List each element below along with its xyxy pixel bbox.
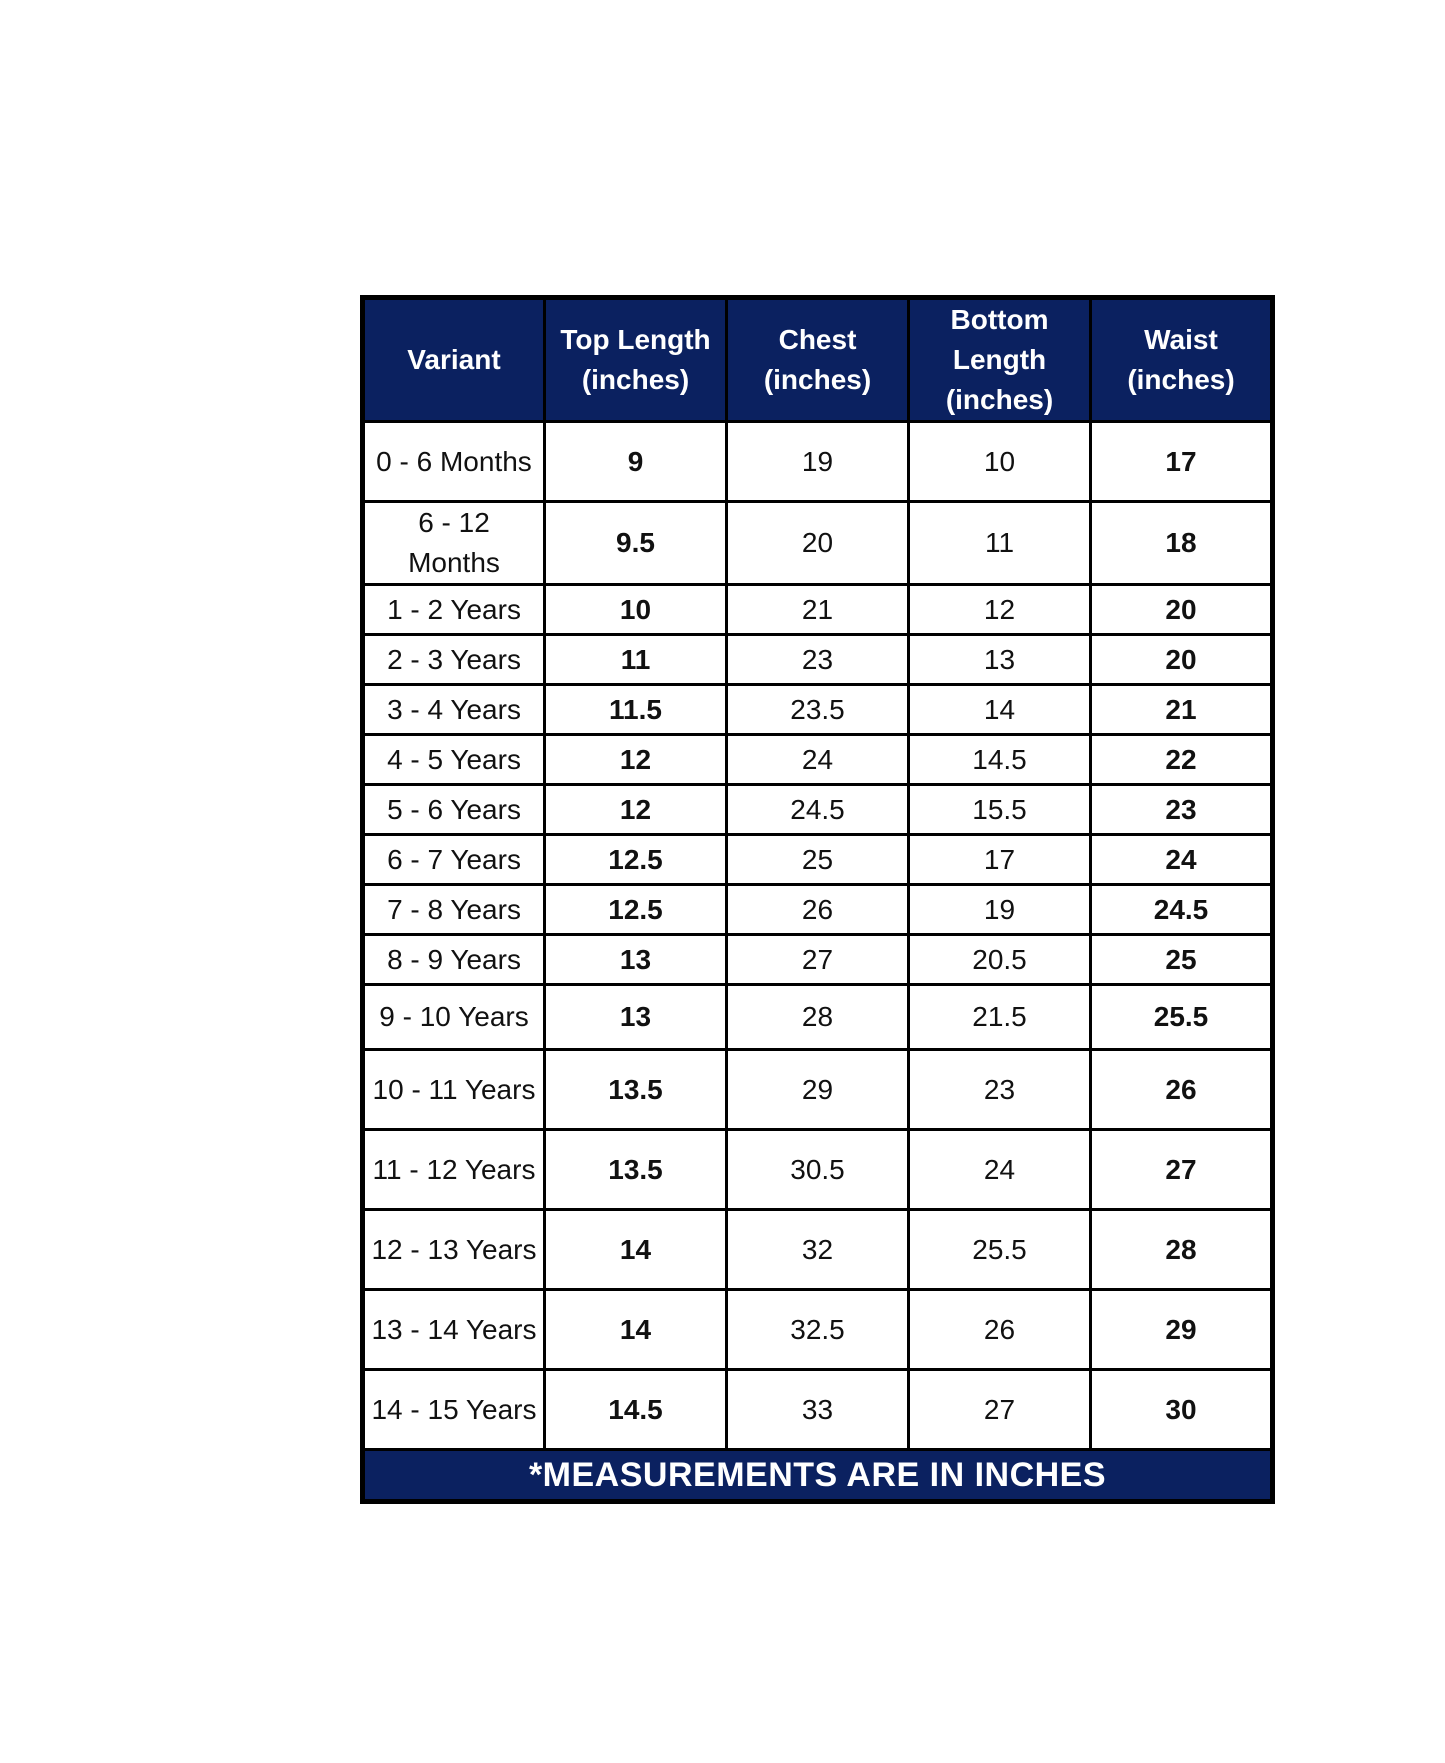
cell-variant: 14 - 15 Years: [363, 1370, 545, 1450]
cell-top-length: 12.5: [545, 885, 727, 935]
cell-top-length: 13.5: [545, 1130, 727, 1210]
cell-top-length: 12.5: [545, 835, 727, 885]
cell-variant: 6 - 7 Years: [363, 835, 545, 885]
cell-bottom-length: 24: [909, 1130, 1091, 1210]
table-row: [363, 502, 1273, 585]
table-row: [363, 422, 1273, 502]
cell-bottom-length: 14: [909, 685, 1091, 735]
header-variant: Variant: [363, 298, 545, 422]
cell-chest: 24.5: [727, 785, 909, 835]
cell-bottom-length: 11: [909, 502, 1091, 585]
table-row: [363, 785, 1273, 835]
cell-top-length: 11: [545, 635, 727, 685]
cell-variant: 9 - 10 Years: [363, 985, 545, 1050]
cell-waist: 22: [1091, 735, 1273, 785]
cell-top-length: 14: [545, 1290, 727, 1370]
cell-chest: 33: [727, 1370, 909, 1450]
cell-top-length: 13.5: [545, 1050, 727, 1130]
cell-bottom-length: 14.5: [909, 735, 1091, 785]
table-row: [363, 885, 1273, 935]
header-top-length: Top Length (inches): [545, 298, 727, 422]
cell-top-length: 9: [545, 422, 727, 502]
cell-chest: 20: [727, 502, 909, 585]
cell-waist: 25.5: [1091, 985, 1273, 1050]
cell-chest: 30.5: [727, 1130, 909, 1210]
table-row: [363, 985, 1273, 1050]
size-chart-table: [360, 295, 1275, 1504]
cell-variant: 2 - 3 Years: [363, 635, 545, 685]
table-row: [363, 685, 1273, 735]
cell-top-length: 14: [545, 1210, 727, 1290]
cell-variant: 11 - 12 Years: [363, 1130, 545, 1210]
cell-bottom-length: 17: [909, 835, 1091, 885]
cell-bottom-length: 20.5: [909, 935, 1091, 985]
cell-bottom-length: 21.5: [909, 985, 1091, 1050]
cell-top-length: 12: [545, 735, 727, 785]
cell-waist: 26: [1091, 1050, 1273, 1130]
footer-row: [363, 1450, 1273, 1502]
cell-bottom-length: 23: [909, 1050, 1091, 1130]
cell-chest: 21: [727, 585, 909, 635]
cell-waist: 20: [1091, 635, 1273, 685]
cell-bottom-length: 15.5: [909, 785, 1091, 835]
table-row: [363, 1050, 1273, 1130]
cell-variant: 5 - 6 Years: [363, 785, 545, 835]
cell-bottom-length: 19: [909, 885, 1091, 935]
cell-top-length: 12: [545, 785, 727, 835]
cell-top-length: 11.5: [545, 685, 727, 735]
cell-top-length: 13: [545, 935, 727, 985]
table-row: [363, 1290, 1273, 1370]
cell-variant: 1 - 2 Years: [363, 585, 545, 635]
cell-chest: 19: [727, 422, 909, 502]
cell-chest: 28: [727, 985, 909, 1050]
cell-top-length: 10: [545, 585, 727, 635]
cell-variant: 13 - 14 Years: [363, 1290, 545, 1370]
cell-top-length: 9.5: [545, 502, 727, 585]
cell-bottom-length: 10: [909, 422, 1091, 502]
cell-chest: 25: [727, 835, 909, 885]
cell-chest: 29: [727, 1050, 909, 1130]
cell-top-length: 14.5: [545, 1370, 727, 1450]
header-chest: Chest (inches): [727, 298, 909, 422]
table-row: [363, 1210, 1273, 1290]
table-row: [363, 1370, 1273, 1450]
table-row: [363, 635, 1273, 685]
cell-chest: 27: [727, 935, 909, 985]
cell-waist: 21: [1091, 685, 1273, 735]
measurement-note: *MEASUREMENTS ARE IN INCHES: [363, 1450, 1273, 1502]
cell-waist: 20: [1091, 585, 1273, 635]
cell-bottom-length: 12: [909, 585, 1091, 635]
cell-waist: 24: [1091, 835, 1273, 885]
cell-bottom-length: 27: [909, 1370, 1091, 1450]
cell-chest: 23.5: [727, 685, 909, 735]
cell-waist: 18: [1091, 502, 1273, 585]
cell-waist: 25: [1091, 935, 1273, 985]
cell-top-length: 13: [545, 985, 727, 1050]
cell-chest: 26: [727, 885, 909, 935]
table-row: [363, 585, 1273, 635]
cell-variant: 10 - 11 Years: [363, 1050, 545, 1130]
cell-waist: 29: [1091, 1290, 1273, 1370]
cell-waist: 23: [1091, 785, 1273, 835]
table-row: [363, 1130, 1273, 1210]
table-row: [363, 835, 1273, 885]
cell-waist: 27: [1091, 1130, 1273, 1210]
cell-variant: 0 - 6 Months: [363, 422, 545, 502]
table-row: [363, 935, 1273, 985]
cell-variant: 6 - 12 Months: [363, 502, 545, 585]
cell-variant: 12 - 13 Years: [363, 1210, 545, 1290]
cell-bottom-length: 25.5: [909, 1210, 1091, 1290]
cell-waist: 17: [1091, 422, 1273, 502]
cell-variant: 7 - 8 Years: [363, 885, 545, 935]
cell-waist: 28: [1091, 1210, 1273, 1290]
cell-chest: 32: [727, 1210, 909, 1290]
header-row: [363, 298, 1273, 422]
table-body: [363, 422, 1273, 1450]
cell-variant: 8 - 9 Years: [363, 935, 545, 985]
cell-variant: 3 - 4 Years: [363, 685, 545, 735]
cell-chest: 32.5: [727, 1290, 909, 1370]
header-bottom-length: Bottom Length (inches): [909, 298, 1091, 422]
cell-variant: 4 - 5 Years: [363, 735, 545, 785]
cell-bottom-length: 26: [909, 1290, 1091, 1370]
table-row: [363, 735, 1273, 785]
cell-chest: 23: [727, 635, 909, 685]
cell-waist: 24.5: [1091, 885, 1273, 935]
cell-bottom-length: 13: [909, 635, 1091, 685]
cell-waist: 30: [1091, 1370, 1273, 1450]
cell-chest: 24: [727, 735, 909, 785]
header-waist: Waist (inches): [1091, 298, 1273, 422]
